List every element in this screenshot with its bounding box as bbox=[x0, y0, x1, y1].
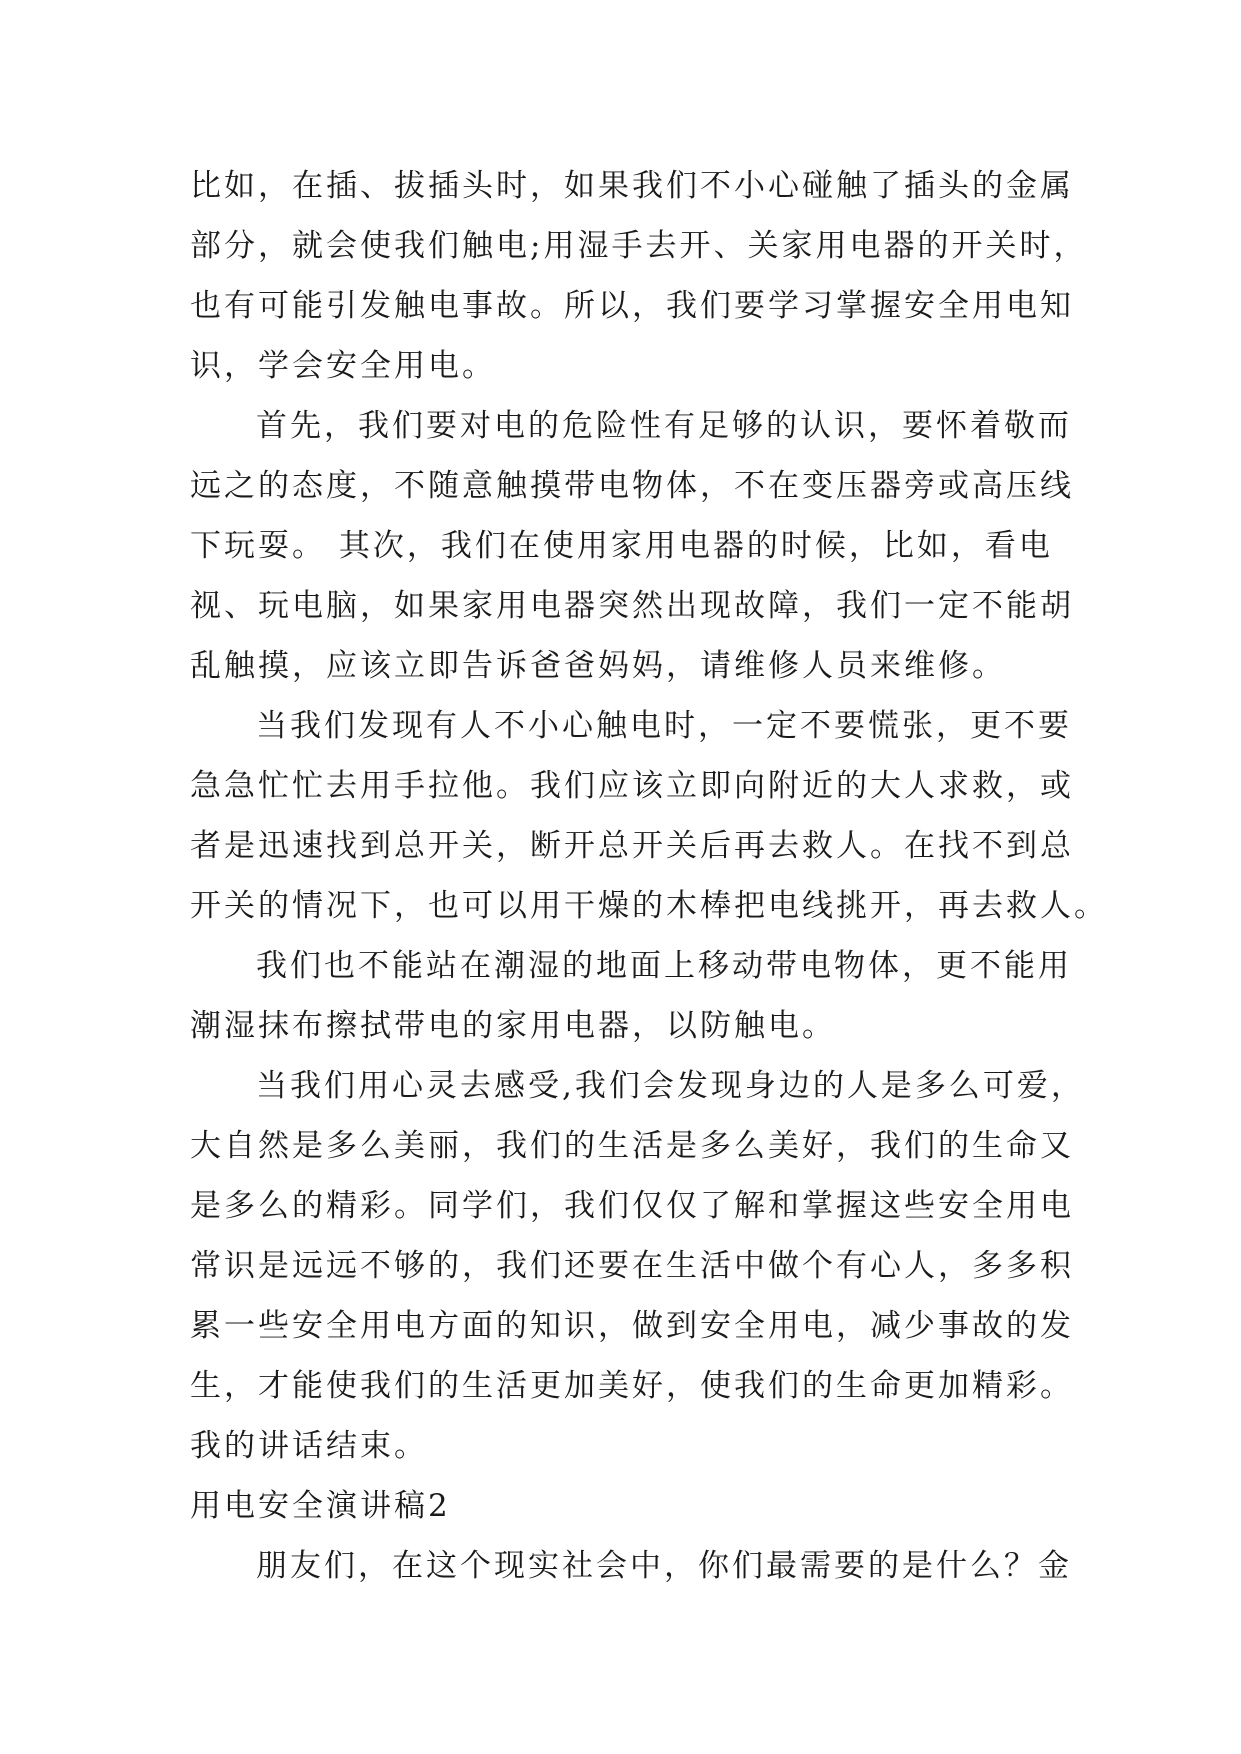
document-body bbox=[190, 156, 1108, 1596]
text-line: 生，才能使我们的生活更加美好，使我们的生命更加精彩。 bbox=[190, 1368, 1074, 1404]
text-line: 者是迅速找到总开关，断开总开关后再去救人。在找不到总 bbox=[190, 828, 1074, 864]
text-line: 潮湿抹布擦拭带电的家用电器，以防触电。 bbox=[190, 1008, 836, 1044]
text-line: 也有可能引发触电事故。所以，我们要学习掌握安全用电知 bbox=[190, 288, 1074, 324]
paragraph-first-line: 首先，我们要对电的危险性有足够的认识，要怀着敬而 bbox=[256, 408, 1072, 444]
text-line: 比如，在插、拔插头时，如果我们不小心碰触了插头的金属 bbox=[190, 168, 1074, 204]
paragraph-first-line: 当我们发现有人不小心触电时，一定不要慌张，更不要 bbox=[256, 708, 1072, 744]
text-line: 开关的情况下，也可以用干燥的木棒把电线挑开，再去救人。 bbox=[190, 888, 1108, 924]
text-line: 大自然是多么美丽，我们的生活是多么美好，我们的生命又 bbox=[190, 1128, 1074, 1164]
text-line: 急急忙忙去用手拉他。我们应该立即向附近的大人求救，或 bbox=[190, 768, 1074, 804]
paragraph-first-line: 我们也不能站在潮湿的地面上移动带电物体，更不能用 bbox=[256, 948, 1072, 984]
text-line: 常识是远远不够的，我们还要在生活中做个有心人，多多积 bbox=[190, 1248, 1074, 1284]
section-heading: 用电安全演讲稿2 bbox=[190, 1488, 451, 1524]
text-line: 视、玩电脑，如果家用电器突然出现故障，我们一定不能胡 bbox=[190, 588, 1074, 624]
text-line: 累一些安全用电方面的知识，做到安全用电，减少事故的发 bbox=[190, 1308, 1074, 1344]
text-line: 远之的态度，不随意触摸带电物体，不在变压器旁或高压线 bbox=[190, 468, 1074, 504]
text-line: 部分，就会使我们触电;用湿手去开、关家用电器的开关时， bbox=[190, 228, 1088, 264]
text-line: 我的讲话结束。 bbox=[190, 1428, 428, 1464]
text-line: 是多么的精彩。同学们，我们仅仅了解和掌握这些安全用电 bbox=[190, 1188, 1074, 1224]
text-line: 识，学会安全用电。 bbox=[190, 348, 496, 384]
paragraph-first-line: 朋友们，在这个现实社会中，你们最需要的是什么？金 bbox=[256, 1548, 1072, 1584]
text-line: 下玩耍。 其次，我们在使用家用电器的时候，比如，看电 bbox=[190, 528, 1053, 564]
paragraph-first-line: 当我们用心灵去感受,我们会发现身边的人是多么可爱， bbox=[256, 1068, 1085, 1104]
text-line: 乱触摸，应该立即告诉爸爸妈妈，请维修人员来维修。 bbox=[190, 648, 1006, 684]
